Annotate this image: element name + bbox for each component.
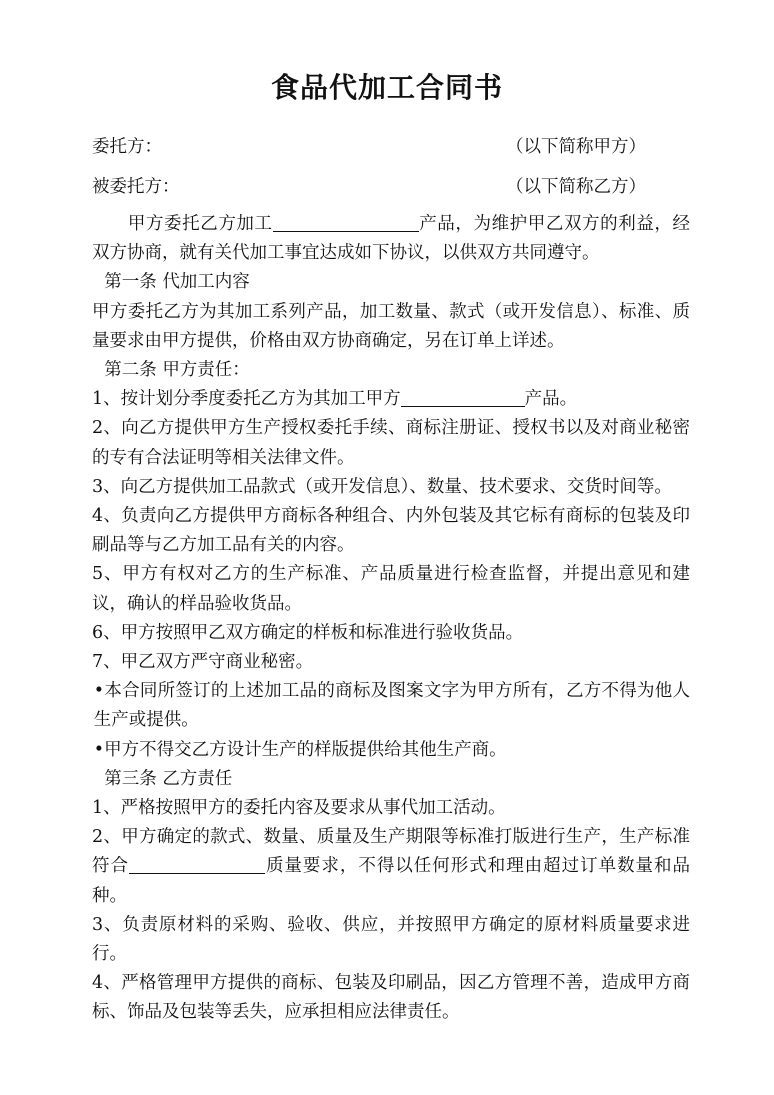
article3-item2-text-2: 质量要求，不得以任何形式和理由超过订单数量和品种。: [92, 856, 691, 906]
quality-standard-blank: [129, 856, 265, 875]
article3-heading: 第三条 乙方责任: [104, 768, 233, 789]
contractor-party-row: [92, 172, 692, 202]
product-blank: [273, 213, 419, 232]
article1-heading: 第一条 代加工内容: [104, 272, 250, 293]
article3-item2: [92, 823, 690, 911]
contractor-alias: （以下简称乙方）: [506, 177, 646, 197]
article3-item4: 4、严格管理甲方提供的商标、包装及印刷品，因乙方管理不善，造成甲方商标、饰品及包装等丢失，应承担相应法律责任。: [92, 973, 690, 1023]
article2-item5: 5、甲方有权对乙方的生产标准、产品质量进行检查监督，并提出意见和建议，确认的样品验收货品。: [92, 564, 690, 614]
intro-text-2: 产品，为维护甲乙双方的利益，经双方协商，就有关代加工事宜达成如下协议，以供双方共同遵守。: [92, 214, 691, 264]
article2-item2: 2、向乙方提供甲方生产授权委托手续、商标注册证、授权书以及对商业秘密的专有合法证明等相关法律文件。: [92, 418, 690, 468]
article1-text: 甲方委托乙方为其加工系列产品，加工数量、款式（或开发信息）、标准、质量要求由甲方提供，价格由双方协商确定，另在订单上详述。: [92, 301, 690, 351]
article3-item1: 1、严格按照甲方的委托内容及要求从事代加工活动。: [92, 798, 506, 819]
contract-body: [92, 210, 690, 1028]
article2-bullet1: •本合同所签订的上述加工品的商标及图案文字为甲方所有，乙方不得为他人生产或提供。: [93, 681, 690, 731]
client-party-row: [92, 132, 692, 162]
article2-item7: 7、甲乙双方严守商业秘密。: [92, 652, 314, 673]
contractor-label: 被委托方：: [92, 177, 180, 197]
intro-paragraph: [92, 210, 690, 268]
article2-item6: 6、甲方按照甲乙双方确定的样板和标准进行验收货品。: [92, 622, 524, 643]
client-label: 委托方：: [92, 137, 162, 157]
document-title: 食品代加工合同书: [270, 71, 503, 104]
article2-item4: 4、负责向乙方提供甲方商标各种组合、内外包装及其它标有商标的包装及印刷品等与乙方加工品有关的内容。: [92, 506, 690, 556]
article2-item1-text-1: 1、按计划分季度委托乙方为其加工甲方: [92, 389, 401, 410]
article2-item1-text-2: 产品。: [524, 389, 578, 410]
article3-item3: 3、负责原材料的采购、验收、供应，并按照甲方确定的原材料质量要求进行。: [92, 914, 690, 965]
article2-heading: 第二条 甲方责任：: [104, 360, 250, 381]
intro-text-1: 甲方委托乙方加工: [127, 214, 273, 234]
product-name-blank: [401, 388, 525, 407]
article2-item3: 3、向乙方提供加工品款式（或开发信息）、数量、技术要求、交货时间等。: [92, 476, 672, 497]
article3-item2-text-1: 2、甲方确定的款式、数量、质量及生产期限等标准打版进行生产，生产标准符合: [92, 827, 690, 877]
client-alias: （以下简称甲方）: [506, 137, 646, 157]
article2-bullet2: •甲方不得交乙方设计生产的样版提供给其他生产商。: [93, 739, 507, 760]
article2-item1: [92, 385, 690, 414]
